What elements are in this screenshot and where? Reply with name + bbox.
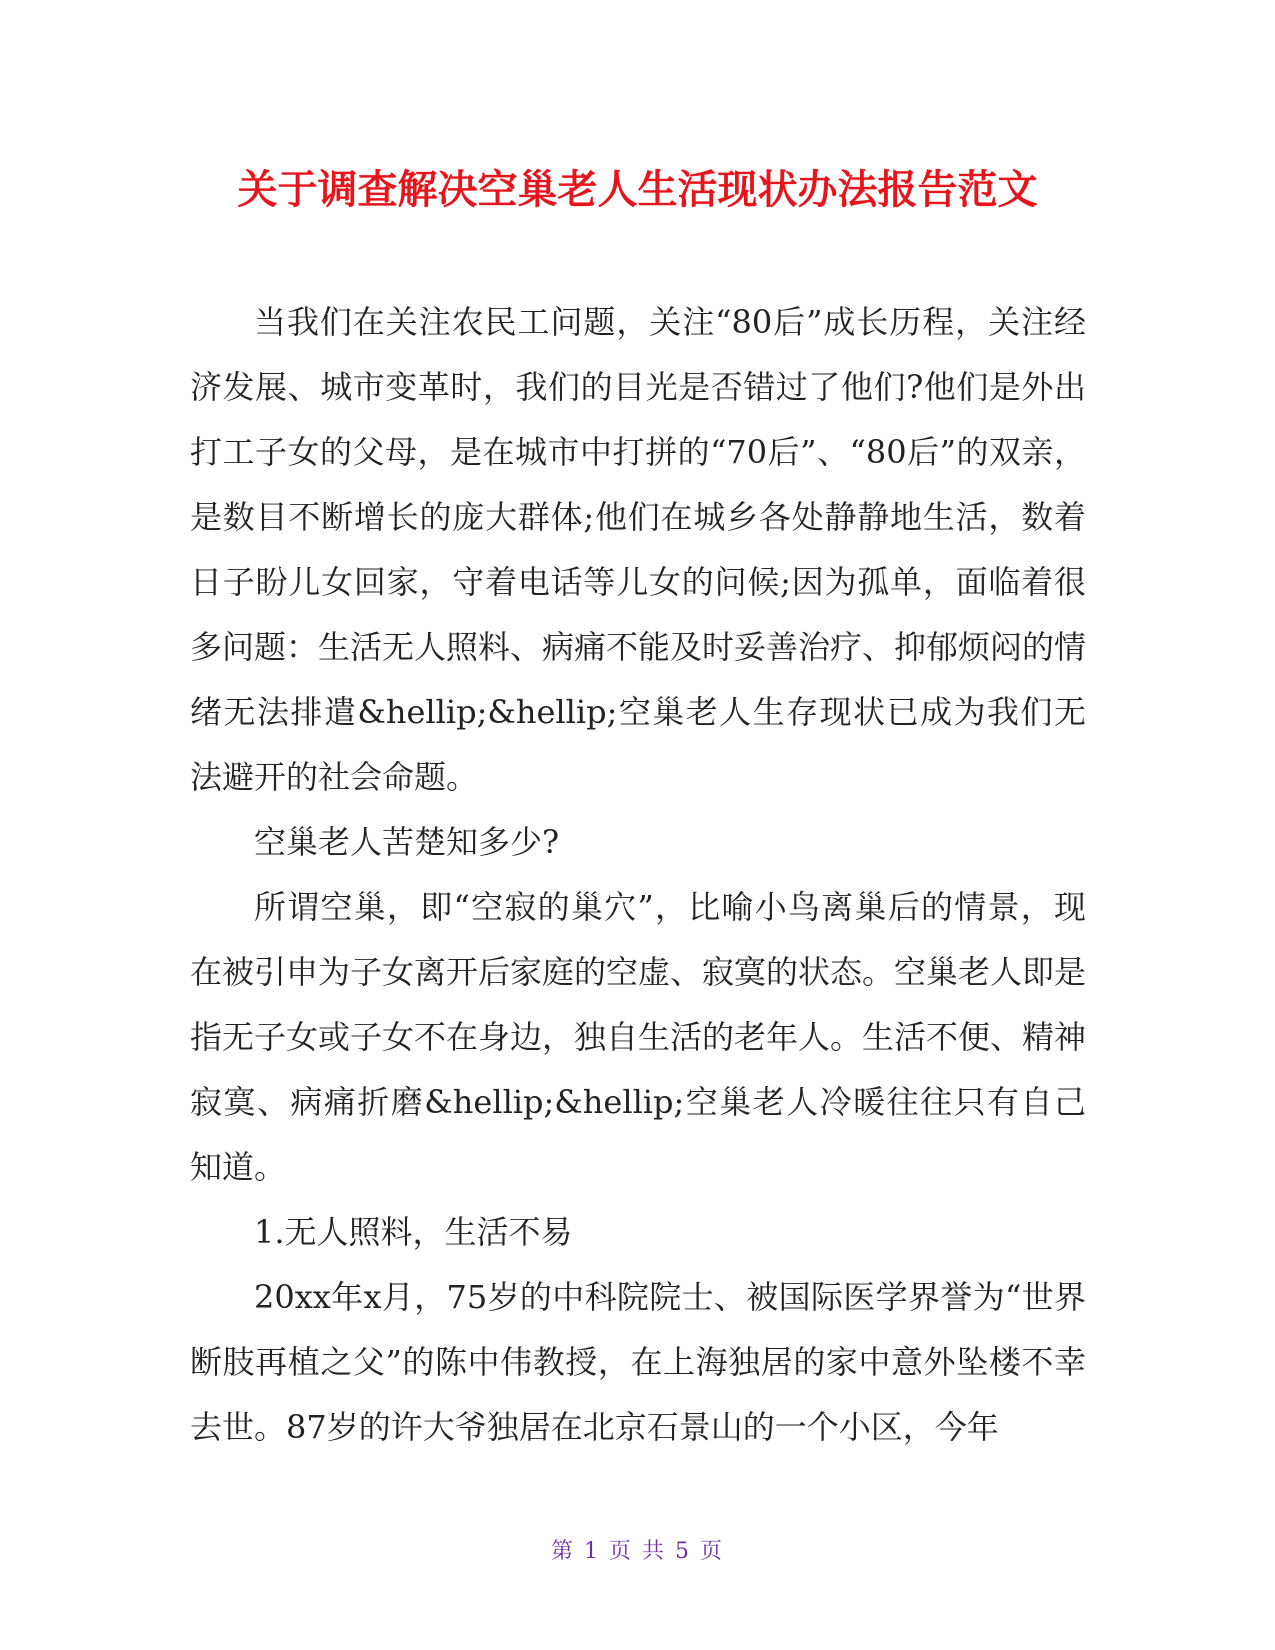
paragraph-intro: 当我们在关注农民工问题，关注“80后”成长历程，关注经济发展、城市变革时，我们的目光是否错过了他们?他们是外出打工子女的父母，是在城市中打拼的“70后”、“80后”的双亲，是数目不断增长的庞大群体;他们在城乡各处静静地生活，数着日子盼儿女回家，守着电话等儿女的问候;因为孤单，面临着很多问题：生活无人照料、病痛不能及时妥善治疗、抑郁烦闷的情绪无法排遣&hellip;&hellip;空巢老人生存现状已成为我们无法避开的社会命题。 — [190, 303, 1087, 796]
footer-current-page: 1 — [584, 1539, 600, 1564]
page-footer — [0, 1538, 1275, 1566]
paragraph-section-heading: 空巢老人苦楚知多少? — [254, 823, 560, 861]
footer-total-pages: 5 — [675, 1539, 691, 1564]
footer-prefix: 第 — [550, 1539, 575, 1564]
paragraph-subheading: 1.无人照料，生活不易 — [254, 1213, 573, 1251]
document-body — [190, 290, 1086, 1460]
footer-middle: 页 共 — [609, 1539, 666, 1564]
document-title: 关于调查解决空巢老人生活现状办法报告范文 — [237, 167, 1038, 213]
footer-suffix: 页 — [700, 1539, 725, 1564]
paragraph-example: 20xx年x月，75岁的中科院院士、被国际医学界誉为“世界断肢再植之父”的陈中伟教授，在上海独居的家中意外坠楼不幸去世。87岁的许大爷独居在北京石景山的一个小区，今年 — [190, 1278, 1086, 1446]
paragraph-definition: 所谓空巢，即“空寂的巢穴”，比喻小鸟离巢后的情景，现在被引申为子女离开后家庭的空虚、寂寞的状态。空巢老人即是指无子女或子女不在身边，独自生活的老年人。生活不便、精神寂寞、病痛折磨&hellip;&hellip;空巢老人冷暖往往只有自己知道。 — [190, 888, 1087, 1186]
